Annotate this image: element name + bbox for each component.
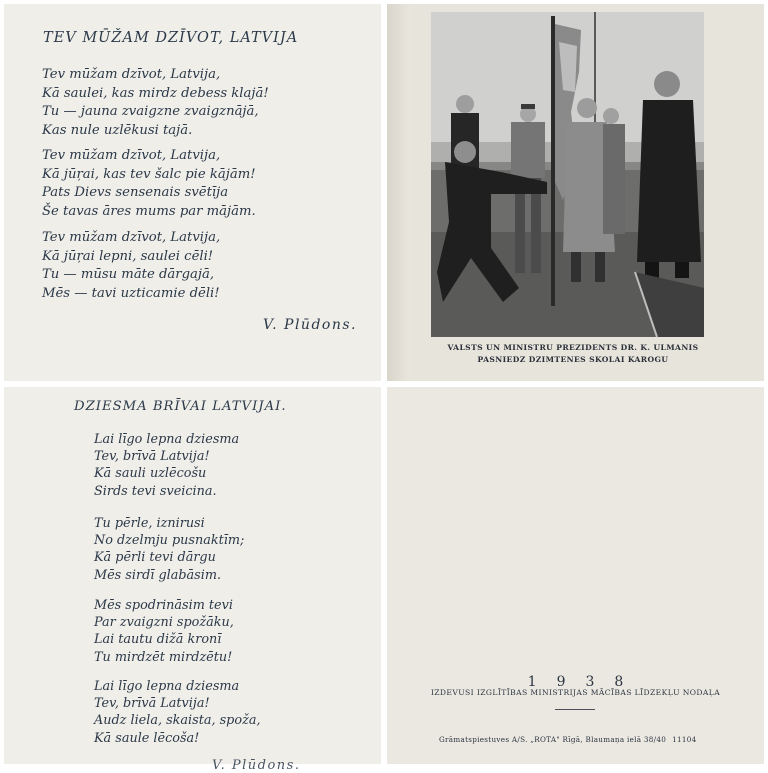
poem-stanza [94, 431, 239, 500]
poem-line: Kā jūŗai, kas tev šalc pie kājām! [42, 166, 256, 182]
photograph [431, 12, 704, 337]
photo-page [387, 4, 764, 381]
imprint-page [387, 387, 764, 764]
caption-line: PASNIEDZ DZIMTENES SKOLAI KAROGU [477, 355, 669, 364]
caption-line: VALSTS UN MINISTRU PREZIDENTS DR. K. ULMANIS [447, 343, 699, 352]
poem-author: V. Plūdons. [212, 758, 301, 773]
poem-line: Tu mirdzēt mirdzētu! [94, 649, 233, 665]
poem-line: Lai līgo lepna dziesma [94, 679, 240, 694]
poem-line: No dzelmju pusnaktīm; [94, 533, 245, 549]
publisher-line: IZDEVUSI IZGLĪTĪBAS MINISTRIJAS MĀCĪBAS LĪDZEKĻU NODAĻA [430, 688, 721, 697]
poem-line: Sirds tevi sveicina. [94, 483, 217, 499]
poem-stanza [42, 229, 220, 303]
publication-year: 1938 [527, 674, 644, 690]
poem-line: Kas nule uzlēkusi tajā. [42, 122, 193, 138]
poem-line: Kā jūŗai lepni, saulei cēli! [42, 248, 214, 264]
poem-line: Tev mūžam dzīvot, Latvija, [42, 230, 221, 245]
poem-title: DZIESMA BRĪVAI LATVIJAI. [74, 399, 287, 414]
printer-code: 11104 [672, 735, 697, 744]
poem-line: Še tavas āres mums par mājām. [42, 203, 256, 219]
poem-author: V. Plūdons. [262, 317, 357, 333]
poem-line: Kā pērli tevi dārgu [94, 550, 216, 566]
photo-caption [413, 342, 733, 366]
poem-line: Lai tautu dižā kronī [94, 632, 222, 648]
poem-line: Kā saulei, kas mirdz debess klajā! [42, 85, 269, 101]
poem-line: Kā sauli uzlēcošu [94, 466, 207, 482]
poem-page-tev-muzam-dzivot [4, 4, 381, 381]
poem-line: Pats Dievs sensenais svētīja [42, 185, 229, 201]
printer-line [439, 735, 697, 744]
poem-stanza [42, 66, 269, 140]
poem-line: Lai līgo lepna dziesma [94, 432, 240, 447]
poem-line: Tu — jauna zvaigzne zvaigznājā, [42, 104, 259, 120]
poem-line: Mēs spodrināsim tevi [94, 598, 233, 613]
poem-line: Tev mūžam dzīvot, Latvija, [42, 67, 221, 82]
poem-line: Tu pērle, iznirusi [94, 516, 205, 531]
poem-line: Par zvaigzni spožāku, [94, 615, 234, 631]
poem-stanza [94, 597, 234, 666]
poem-title: TEV MŪŽAM DZĪVOT, LATVIJA [43, 30, 299, 46]
poem-line: Mēs — tavi uzticamie dēli! [42, 285, 220, 301]
poem-line: Tev mūžam dzīvot, Latvija, [42, 148, 221, 163]
photograph-illustration [431, 12, 704, 337]
poem-stanza [94, 678, 261, 747]
poem-line: Tev, brīvā Latvija! [94, 449, 210, 465]
poem-line: Mēs sirdī glabāsim. [94, 567, 222, 583]
poem-page-dziesma-brivai-latvijai [4, 387, 381, 773]
poem-line: Audz liela, skaista, spoža, [94, 713, 261, 729]
printer-name: Grāmatspiestuves A/S. „ROTA" Rīgā, Blaumaņa ielā 38/40 [439, 735, 667, 744]
poem-line: Tev, brīvā Latvija! [94, 696, 210, 712]
book-page-edge [387, 4, 411, 381]
poem-line: Tu — mūsu māte dārgajā, [42, 267, 215, 283]
poem-stanza [42, 147, 256, 221]
poem-stanza [94, 515, 244, 584]
poem-line: Kā saule lēcoša! [94, 730, 200, 746]
divider-rule [555, 709, 595, 710]
